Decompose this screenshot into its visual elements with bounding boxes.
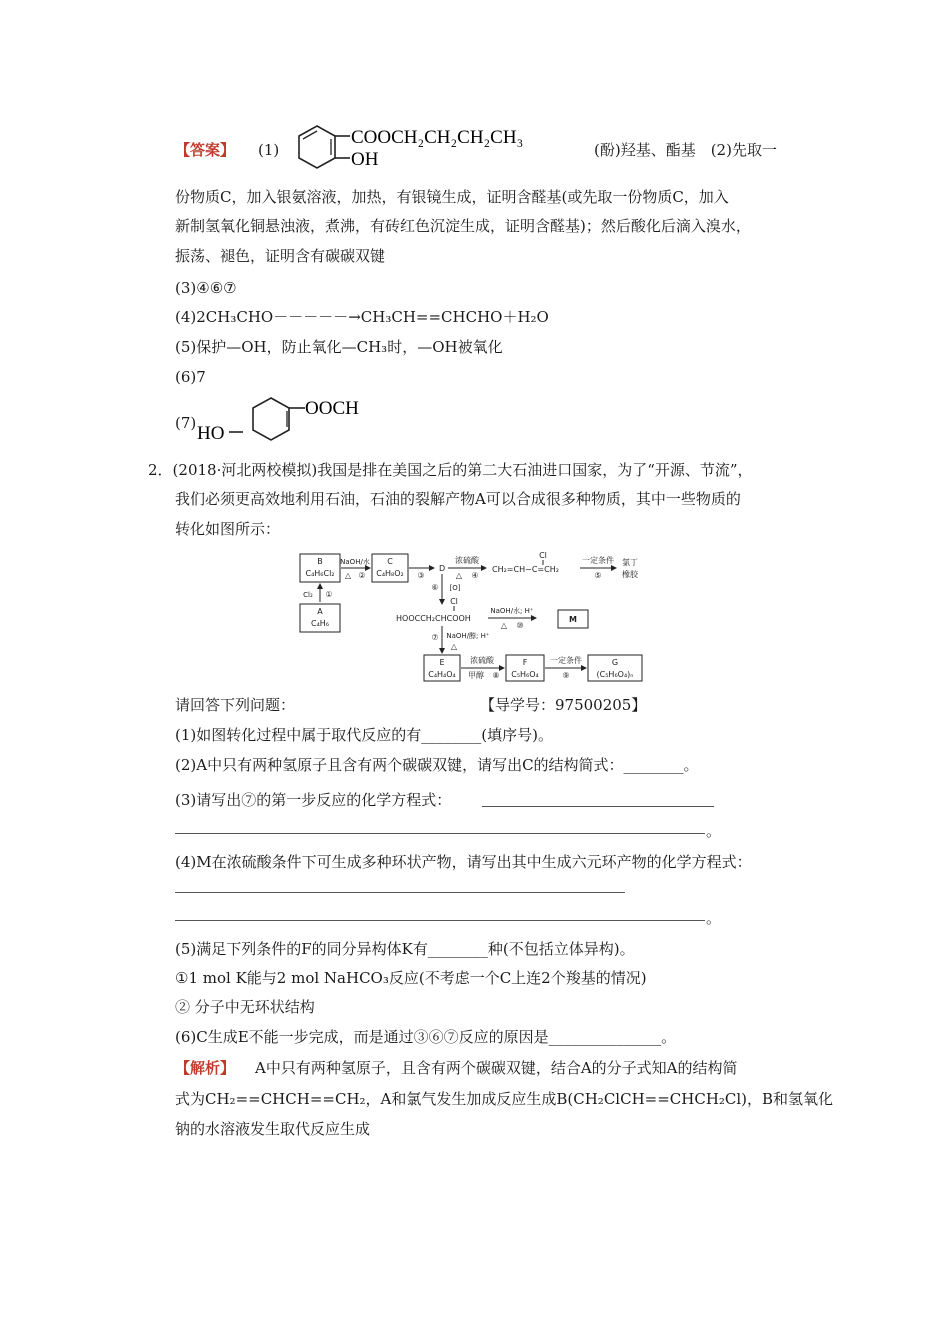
reaction-scheme: [296, 548, 686, 684]
analysis-line2: 式为CH₂==CHCH==CH₂，A和氯气发生加成反应生成B(CH₂ClCH==CHCH₂Cl)，B和氢氧化: [175, 1090, 834, 1108]
e-formula: C₄H₄O₄: [428, 670, 456, 679]
answer-blank-4b[interactable]: [175, 920, 705, 921]
step-3: ③: [417, 571, 425, 580]
answer-part1-tail: (酚)羟基、酯基 (2)先取一: [594, 141, 777, 159]
answer-part5: (5)保护—OH，防止氧化—CH₃时，—OH被氧化: [175, 338, 503, 356]
answer-blank-4a[interactable]: [175, 892, 625, 893]
methanol-label: 甲醇: [468, 671, 484, 680]
b-formula: C₄H₆Cl₂: [305, 569, 335, 578]
answer-blank-3a[interactable]: [482, 806, 714, 807]
rubber-line2: 橡胶: [622, 570, 638, 579]
analysis-line1: A中只有两种氢原子，且含有两个碳碳双键，结合A的分子式知A的结构简: [240, 1059, 738, 1077]
cl-substituent-1: Cl: [539, 551, 547, 560]
delta-1: △: [344, 571, 352, 580]
ester-chain-label: COOCH₂CH₂CH₂CH₃: [351, 127, 524, 148]
question-part3: (3)请写出⑦的第一步反应的化学方程式：: [175, 791, 452, 809]
c-letter: C: [387, 557, 393, 566]
g-letter: G: [611, 658, 619, 667]
step-5: ⑤: [594, 571, 602, 580]
naoh-alcohol-label: NaOH/醇; H⁺: [446, 632, 490, 640]
oxidation-label: [O]: [449, 584, 461, 592]
answer-tag: 【答案】: [175, 141, 236, 159]
naoh-h-label: NaOH/水; H⁺: [490, 607, 534, 615]
formate-label: OOCH: [305, 398, 359, 419]
delta-2: △: [455, 571, 463, 580]
step-6: ⑥: [431, 583, 439, 592]
conc-h2so4-2: 浓硫酸: [470, 656, 494, 665]
step-9: ⑨: [562, 671, 570, 680]
a-formula: C₄H₆: [310, 619, 330, 628]
answer-part7-number: (7): [175, 414, 197, 432]
answer-part3: (3)④⑥⑦: [175, 279, 237, 297]
step-1: ①: [325, 590, 333, 599]
guide-number: 【导学号：97500205】: [480, 696, 647, 714]
ester-oh-label: OH: [351, 149, 379, 170]
condition-1-text: ①1 mol K能与2 mol NaHCO₃反应(不考虑一个C上连2个羧基的情况): [175, 969, 647, 987]
question-line1: 2．(2018·河北两校模拟)我国是排在美国之后的第二大石油进口国家，为了“开源、节流”，: [148, 461, 753, 479]
answer-part2-line2: 新制氢氧化铜悬浊液，煮沸，有砖红色沉淀生成，证明含醛基)；然后酸化后滴入溴水，: [175, 217, 751, 235]
hydroxy-label: HO: [197, 423, 225, 444]
cl-substituent-2: Cl: [450, 597, 458, 606]
delta-4: △: [450, 642, 458, 651]
g-formula: (C₅H₆O₄)ₙ: [596, 670, 634, 679]
answer-part2-line1: 份物质C，加入银氨溶液，加热，有银镜生成，证明含醛基(或先取一份物质C，加入: [175, 188, 729, 206]
question-part6: (6)C生成E不能一步完成，而是通过③⑥⑦反应的原因是_______________。: [175, 1028, 677, 1046]
f-formula: C₅H₆O₄: [511, 670, 539, 679]
analysis-tag: 【解析】: [175, 1059, 236, 1077]
period-3: 。: [706, 822, 722, 840]
analysis-line3: 钠的水溶液发生取代反应生成: [175, 1120, 371, 1138]
answer-part1-number: (1): [258, 141, 280, 159]
condition-2-text: ② 分子中无环状结构: [175, 998, 315, 1016]
c-formula: C₄H₈O₂: [376, 569, 404, 578]
question-part4: (4)M在浓硫酸条件下可生成多种环状产物，请写出其中生成六元环产物的化学方程式：: [175, 853, 752, 871]
condition-1: 一定条件: [582, 556, 614, 565]
step-4: ④: [471, 571, 479, 580]
f-letter: F: [522, 658, 528, 667]
d-letter: D: [439, 564, 446, 573]
delta-3: △: [500, 621, 508, 630]
answer-part6: (6)7: [175, 368, 206, 386]
question-line3: 转化如图所示：: [175, 520, 281, 538]
step-8: ⑧: [492, 671, 500, 680]
a-letter: A: [317, 607, 323, 616]
chloro-acid-formula: HOOCCH₂CHCOOH: [396, 614, 471, 623]
m-letter: M: [569, 615, 577, 624]
step-2: ②: [358, 571, 366, 580]
answer-part4: (4)2CH₃CHO－－－－－→CH₃CH==CHCHO＋H₂O: [175, 308, 549, 326]
chloroprene-formula: CH₂=CH−C=CH₂: [492, 565, 559, 574]
step-10: ⑩: [516, 621, 524, 630]
question-prompt: 请回答下列问题：: [175, 696, 296, 714]
period-4: 。: [706, 909, 722, 927]
b-letter: B: [317, 557, 323, 566]
question-line2: 我们必须更高效地利用石油，石油的裂解产物A可以合成很多种物质，其中一些物质的: [175, 490, 741, 508]
step-7: ⑦: [431, 633, 439, 642]
question-part5: (5)满足下列条件的F的同分异构体K有________种(不包括立体异构)。: [175, 940, 635, 958]
naoh-water-label: NaOH/水: [340, 558, 370, 566]
question-part2: (2)A中只有两种氢原子且含有两个碳碳双键，请写出C的结构简式：________。: [175, 756, 699, 774]
formate-structure: [195, 392, 385, 448]
conc-h2so4-1: 浓硫酸: [455, 556, 479, 565]
condition-2: 一定条件: [550, 656, 582, 665]
rubber-line1: 氯丁: [622, 558, 638, 567]
cl2-label: Cl₂: [303, 591, 313, 599]
answer-part2-line3: 振荡、褪色，证明含有碳碳双键: [175, 247, 386, 265]
question-part1: (1)如图转化过程中属于取代反应的有________(填序号)。: [175, 726, 553, 744]
answer-blank-3b[interactable]: [175, 833, 705, 834]
e-letter: E: [439, 658, 445, 667]
ester-structure: [290, 118, 590, 180]
